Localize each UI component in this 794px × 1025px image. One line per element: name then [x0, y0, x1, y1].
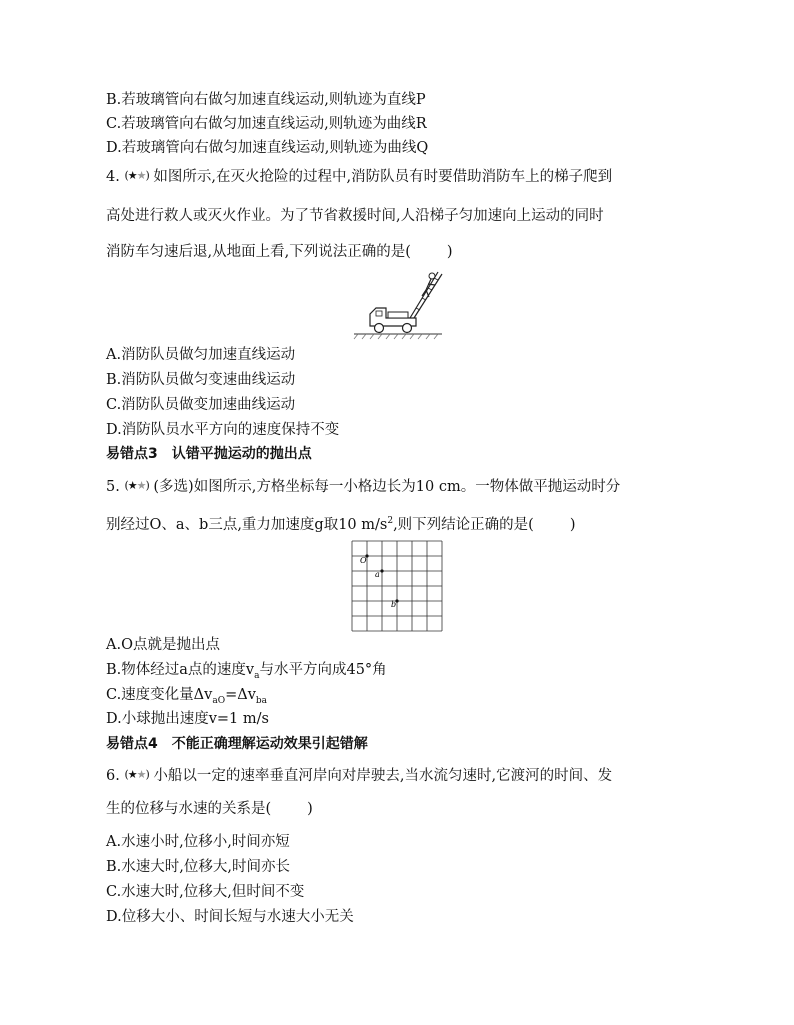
- q4-line-3: [106, 242, 453, 262]
- difficulty-star-icon: (★★): [124, 768, 149, 781]
- q4-option-c: C.消防队员做变加速曲线运动: [106, 397, 296, 413]
- q5-option-b-2: 与水平方向成45°角: [259, 662, 387, 678]
- q5-option-b-sub: a: [254, 670, 260, 681]
- q6-line-1: [106, 765, 612, 786]
- q5-option-b-1: B.物体经过a点的速度v: [106, 662, 255, 678]
- q6-stem-1: 小船以一定的速率垂直河岸向对岸驶去,当水流匀速时,它渡河的时间、发: [153, 768, 613, 784]
- section-label-3: 易错点3: [106, 446, 158, 462]
- q5-stem-2a: 别经过O、a、b三点,重力加速度g取10 m/s: [106, 516, 388, 533]
- q4-stem-3: 消防车匀速后退,从地面上看,下列说法正确的是(: [106, 244, 411, 260]
- difficulty-star-icon: (★★): [124, 169, 149, 182]
- q6-stem-2: 生的位移与水速的关系是(: [106, 801, 272, 817]
- q5-option-a: A.O点就是抛出点: [106, 637, 220, 653]
- difficulty-star-icon: (★★): [124, 479, 149, 492]
- q4-option-b: B.消防队员做匀变速曲线运动: [106, 372, 296, 388]
- q6-option-d: D.位移大小、时间长短与水速大小无关: [106, 909, 354, 925]
- grid-trajectory-figure: [351, 540, 443, 632]
- q4-line-1: [106, 166, 612, 187]
- q6-option-c: C.水速大时,位移大,但时间不变: [106, 884, 305, 900]
- label-b: b: [391, 600, 397, 609]
- q5-line-2: [106, 511, 576, 535]
- q5-stem-1: (多选)如图所示,方格坐标每一小格边长为10 cm。一物体做平抛运动时分: [153, 479, 621, 495]
- q5-option-c-sub2: ba: [255, 695, 268, 706]
- q5-option-c: [106, 685, 267, 711]
- point-a: [380, 569, 383, 572]
- q6-paren-close: ): [307, 801, 313, 817]
- label-a: a: [375, 570, 380, 579]
- section-title-3: 认错平抛运动的抛出点: [171, 446, 312, 462]
- q5-option-c-sub1: aO: [212, 695, 226, 706]
- label-o: O: [360, 556, 367, 565]
- q6-number: 6.: [106, 768, 120, 784]
- q5-option-d: D.小球抛出速度v=1 m/s: [106, 711, 269, 727]
- q5-option-c-2: =Δv: [225, 687, 256, 703]
- q5-option-b: [106, 660, 387, 686]
- q6-option-a: A.水速小时,位移小,时间亦短: [106, 834, 290, 850]
- q4-paren-close: ): [446, 244, 453, 260]
- section-heading-3: [106, 444, 312, 464]
- q4-option-a: A.消防队员做匀加速直线运动: [106, 347, 296, 363]
- q4-stem-1: 如图所示,在灭火抢险的过程中,消防队员有时要借助消防车上的梯子爬到: [153, 169, 613, 185]
- q5-superscript: 2: [387, 516, 394, 526]
- section-heading-4: [106, 734, 368, 754]
- fire-truck-ladder-figure: [352, 268, 444, 340]
- q3-option-c: C.若玻璃管向右做匀加速直线运动,则轨迹为曲线R: [106, 116, 427, 132]
- q5-option-c-1: C.速度变化量Δv: [106, 687, 213, 703]
- q6-option-b: B.水速大时,位移大,时间亦长: [106, 859, 290, 875]
- q3-option-d: D.若玻璃管向右做匀加速直线运动,则轨迹为曲线Q: [106, 140, 429, 156]
- q5-paren-close: ): [569, 516, 576, 533]
- q5-number: 5.: [106, 479, 120, 495]
- q4-number: 4.: [106, 169, 120, 185]
- q4-stem-2: 高处进行救人或灭火作业。为了节省救援时间,人沿梯子匀加速向上运动的同时: [106, 208, 604, 224]
- section-title-4: 不能正确理解运动效果引起错解: [171, 736, 368, 752]
- q5-stem-2b: ,则下列结论正确的是(: [393, 516, 534, 533]
- section-label-4: 易错点4: [106, 736, 158, 752]
- q5-line-1: [106, 476, 620, 497]
- q6-line-2: [106, 799, 313, 819]
- q3-option-b: B.若玻璃管向右做匀加速直线运动,则轨迹为直线P: [106, 92, 426, 108]
- q4-option-d: D.消防队员水平方向的速度保持不变: [106, 422, 340, 438]
